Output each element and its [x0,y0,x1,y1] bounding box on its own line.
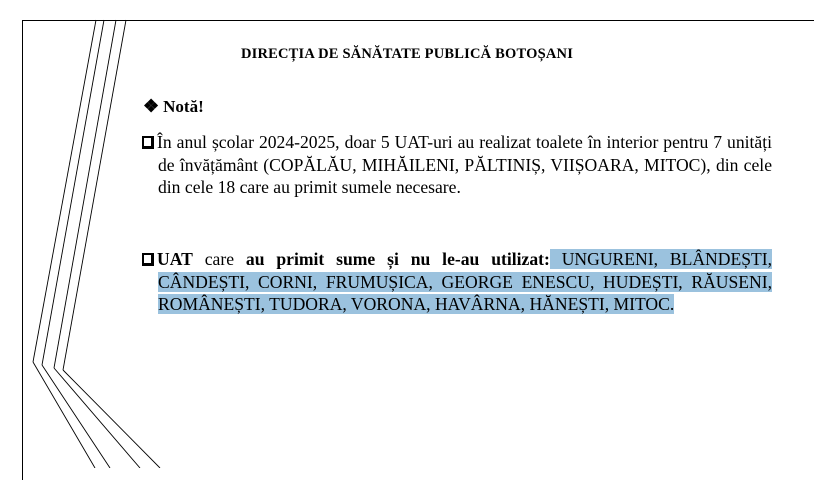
page-title: DIRECȚIA DE SĂNĂTATE PUBLICĂ BOTOȘANI [240,46,574,62]
lead-plain: care [192,249,246,269]
emphasis-text: au primit sume și nu le-au utilizat: [245,249,550,269]
four-diamonds-icon: ❖ [143,96,160,116]
note-label: Notă! [163,97,204,116]
highlighted-uat-list: UNGURENI, BLÂNDEȘTI, CÂNDEȘTI, CORNI, FRUMUȘICA, GEORGE ENESCU, HUDEȘTI, RĂUSENI, ROMÂNEȘTI, TUDORA, VORONA, HAVÂRNA, HĂNEȘTI, MITOC. [158,249,773,314]
paragraph-toilets-text: În anul școlar 2024-2025, doar 5 UAT-uri au realizat toalete în interior pentru 7 unități de învățământ (COPĂLĂU, MIHĂILENI, PĂLTINIȘ, VIIȘOARA, MITOC), din cele din cele 18 care au primit sumele necesare. [157,132,772,197]
lead-bold: UAT [157,249,193,269]
checkbox-bullet-icon [142,136,154,149]
paragraph-toilets [142,131,772,199]
note-heading [143,96,204,117]
checkbox-bullet-icon [142,253,154,266]
paragraph-unused-funds [142,248,772,316]
